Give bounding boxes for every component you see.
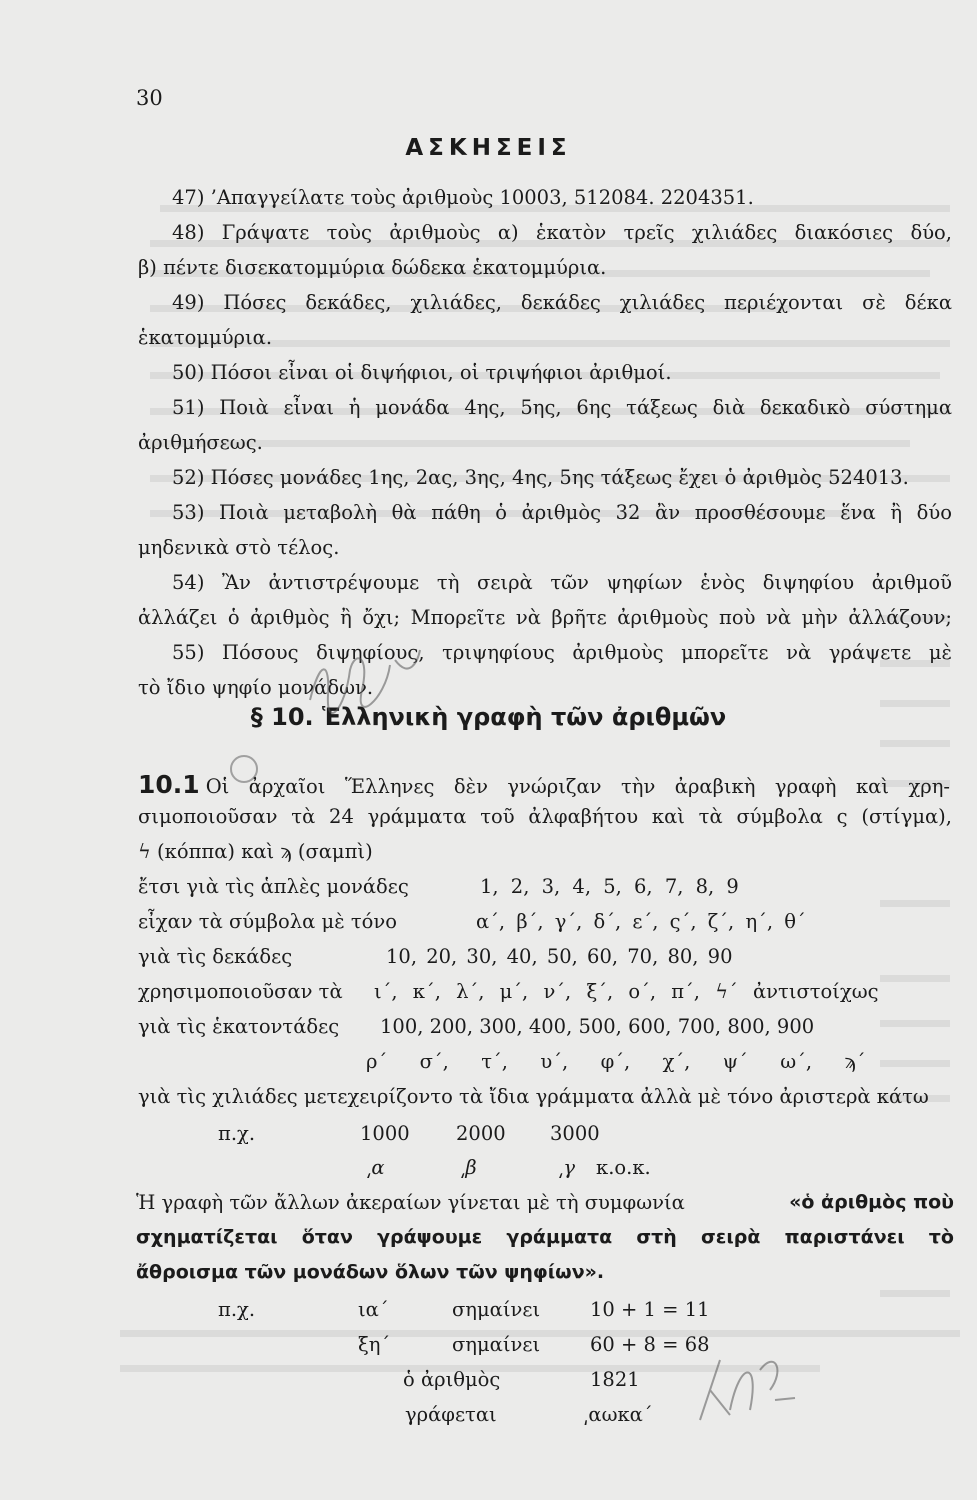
thousands-number: 1000 — [360, 1122, 410, 1145]
tens-values: 10, 20, 30, 40, 50, 60, 70, 80, 90 — [386, 945, 733, 968]
exercise-line: 52) Πόσες μονάδες 1ης, 2ας, 3ης, 4ης, 5ης τάξεως ἔχει ὁ ἀριθμὸς 524013. — [172, 466, 909, 489]
exercise-line: 48) Γράψατε τοὺς ἀριθμοὺς α) ἑκατὸν τρεῖς χιλιάδες διακόσιες δύο, — [172, 221, 952, 244]
tens-symbols: ι΄, κ΄, λ΄, μ΄, ν΄, ξ΄, ο΄, π΄, ϟ΄ ἀντιστοίχως — [374, 980, 879, 1003]
handwriting-mark — [300, 640, 430, 720]
units-label: ἔτσι γιὰ τὶς ἁπλὲς μονάδες — [138, 875, 409, 898]
example-symbol: ξη΄ — [358, 1333, 391, 1356]
written-word: γράφεται — [405, 1403, 497, 1426]
thousands-symbol: ͵α — [366, 1156, 385, 1179]
example-symbol: ια΄ — [358, 1298, 389, 1321]
composite-text: Ἡ γραφὴ τῶν ἄλλων ἀκεραίων γίνεται μὲ τὴ συμφωνία — [136, 1191, 685, 1214]
intro-line: σιμοποιοῦσαν τὰ 24 γράμματα τοῦ ἀλφαβήτου καὶ τὰ σύμβολα ς (στίγμα), — [138, 805, 952, 828]
tens-label: γιὰ τὶς δεκάδες — [138, 945, 293, 968]
exercises-heading: ΑΣΚΗΣΕΙΣ — [405, 135, 572, 161]
handwriting-mark — [690, 1340, 800, 1430]
example-word: σημαίνει — [452, 1333, 541, 1356]
paragraph-label: 10.1 — [138, 770, 200, 799]
exercise-line: μηδενικὰ στὸ τέλος. — [138, 536, 340, 559]
page-number: 30 — [136, 86, 163, 110]
thousands-text: γιὰ τὶς χιλιάδες μετεχειρίζοντο τὰ ἴδια γράμματα ἀλλὰ μὲ τόνο ἀριστερὰ κάτω — [138, 1085, 929, 1108]
hundreds-symbols: ρ΄ σ΄, τ΄, υ΄, φ΄, χ΄, ψ΄ ω΄, ϡ΄ — [366, 1050, 866, 1073]
number-word: ὁ ἀριθμὸς — [403, 1368, 501, 1391]
composite-rule-bold: σχηματίζεται ὅταν γράψουμε γράμματα στὴ σειρὰ παριστάνει τὸ — [136, 1226, 954, 1248]
section-title: § 10. Ἑλληνικὴ γραφὴ τῶν ἀριθμῶν — [250, 703, 727, 731]
example-label: π.χ. — [218, 1122, 256, 1145]
thousands-number: 3000 — [550, 1122, 600, 1145]
example-word: σημαίνει — [452, 1298, 541, 1321]
example-calc: 60 + 8 = 68 — [590, 1333, 710, 1356]
tens-symbols-label: χρησιμοποιοῦσαν τὰ — [138, 980, 343, 1003]
thousands-symbol: ͵β — [460, 1156, 477, 1179]
thousands-symbol: ͵γ — [558, 1156, 576, 1179]
exercise-line: ἑκατομμύρια. — [138, 326, 273, 349]
units-symbols: α΄, β΄, γ΄, δ΄, ε΄, ς΄, ζ΄, η΄, θ΄ — [476, 910, 806, 933]
exercise-line: 49) Πόσες δεκάδες, χιλιάδες, δεκάδες χιλιάδες περιέχονται σὲ δέκα — [172, 291, 952, 314]
example-label: π.χ. — [218, 1298, 256, 1321]
units-symbols-label: εἶχαν τὰ σύμβολα μὲ τόνο — [138, 910, 397, 933]
written-value: ͵αωκα΄ — [583, 1403, 653, 1426]
composite-rule-bold: ἄθροισμα τῶν μονάδων ὅλων τῶν ψηφίων». — [136, 1261, 605, 1283]
exercise-line: 54) Ἂν ἀντιστρέψουμε τὴ σειρὰ τῶν ψηφίων ἑνὸς διψηφίου ἀριθμοῦ — [172, 571, 952, 594]
hundreds-label: γιὰ τὶς ἑκατοντάδες — [138, 1015, 340, 1038]
exercise-line: 51) Ποιὰ εἶναι ἡ μονάδα 4ης, 5ης, 6ης τάξεως διὰ δεκαδικὸ σύστημα — [172, 396, 952, 419]
exercise-line: 47) ’Απαγγείλατε τοὺς ἀριθμοὺς 10003, 512084. 2204351. — [172, 186, 754, 209]
exercise-line: ἀριθμήσεως. — [138, 431, 263, 454]
exercise-line: β) πέντε δισεκατομμύρια δώδεκα ἑκατομμύρια. — [138, 256, 607, 279]
units-values: 1, 2, 3, 4, 5, 6, 7, 8, 9 — [480, 875, 739, 898]
number-value: 1821 — [590, 1368, 640, 1391]
handwriting-mark — [226, 752, 262, 786]
composite-rule-bold: «ὁ ἀριθμὸς ποὺ — [789, 1191, 954, 1213]
exercise-line: ἀλλάζει ὁ ἀριθμὸς ἢ ὄχι; Μπορεῖτε νὰ βρῆτε ἀριθμοὺς ποὺ νὰ μὴν ἀλλάζουν; — [138, 606, 952, 629]
composite-line — [136, 1191, 954, 1214]
thousands-number: 2000 — [456, 1122, 506, 1145]
exercise-line: 53) Ποιὰ μεταβολὴ θὰ πάθη ὁ ἀριθμὸς 32 ἂν προσθέσουμε ἕνα ἢ δύο — [172, 501, 952, 524]
hundreds-values: 100, 200, 300, 400, 500, 600, 700, 800, 900 — [380, 1015, 815, 1038]
intro-line: ϟ (κόππα) καὶ ϡ (σαμπὶ) — [138, 840, 373, 863]
example-calc: 10 + 1 = 11 — [590, 1298, 710, 1321]
exercise-line: 55) Πόσους διψηφίους, τριψηφίους ἀριθμοὺς μπορεῖτε νὰ γράψετε μὲ — [172, 641, 952, 664]
intro-text: Οἱ ἀρχαῖοι Ἕλληνες δὲν γνώριζαν τὴν ἀραβικὴ γραφὴ καὶ χρη- — [205, 775, 950, 798]
exercise-line: τὸ ἴδιο ψηφίο μονάδων. — [138, 676, 374, 699]
etc-text: κ.ο.κ. — [596, 1156, 651, 1179]
exercise-line: 50) Πόσοι εἶναι οἱ διψήφιοι, οἱ τριψήφιοι ἀριθμοί. — [172, 361, 672, 384]
